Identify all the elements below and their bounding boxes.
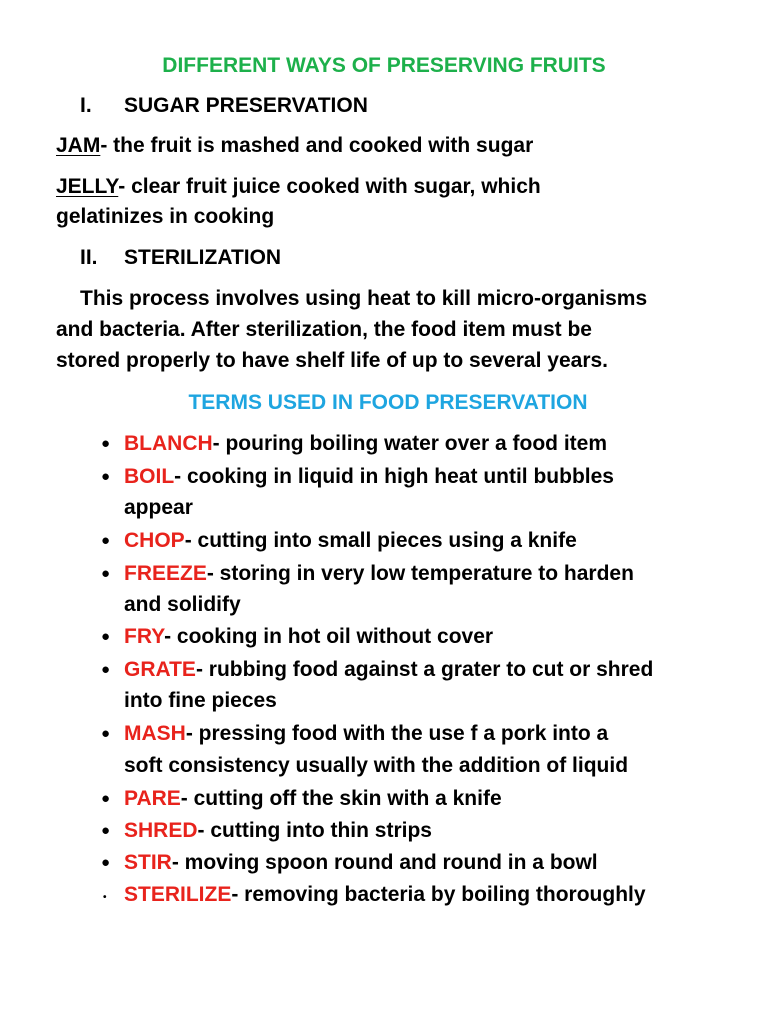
term-label: FRY [124, 625, 165, 648]
jam-definition [56, 135, 533, 156]
small-bullet-icon: • [103, 892, 107, 903]
term-label: BOIL [124, 465, 175, 488]
bullet-icon: ● [101, 468, 111, 485]
term-definition: - cooking in liquid in high heat until bubbles [174, 465, 614, 488]
term-definition-continued: and solidify [124, 593, 241, 616]
term-label: FREEZE [124, 562, 207, 585]
section-subtitle: TERMS USED IN FOOD PRESERVATION [188, 391, 588, 414]
jelly-definition [56, 176, 541, 197]
section-number-1: I. [80, 94, 92, 117]
term-label: STIR [124, 851, 172, 874]
bullet-icon: ● [101, 822, 111, 839]
term-definition: - pouring boiling water over a food item [212, 432, 608, 455]
term-definition: - cooking in hot oil without cover [164, 625, 494, 648]
jam-term: JAM [56, 134, 101, 157]
term-definition: - rubbing food against a grater to cut or shred [195, 658, 654, 681]
term-label: STERILIZE [124, 883, 232, 906]
term-definition-continued: appear [124, 496, 193, 519]
term-label: MASH [124, 722, 186, 745]
list-item [124, 433, 607, 454]
bullet-icon: ● [101, 854, 111, 871]
list-item [124, 626, 493, 647]
bullet-icon: ● [101, 565, 111, 582]
term-definition: - cutting off the skin with a knife [180, 787, 502, 810]
bullet-icon: ● [101, 628, 111, 645]
section-number-2: II. [80, 246, 98, 269]
bullet-icon: ● [101, 725, 111, 742]
paragraph-line: This process involves using heat to kill micro-organisms [80, 287, 648, 310]
term-label: BLANCH [124, 432, 213, 455]
bullet-icon: ● [101, 790, 111, 807]
jelly-term: JELLY [56, 175, 119, 198]
list-item [124, 659, 653, 680]
list-item [124, 563, 634, 584]
list-item [124, 884, 646, 905]
page-title: DIFFERENT WAYS OF PRESERVING FRUITS [162, 54, 606, 77]
list-item [124, 820, 432, 841]
term-definition: - removing bacteria by boiling thoroughly [231, 883, 646, 906]
term-label: PARE [124, 787, 181, 810]
term-definition: - storing in very low temperature to harden [206, 562, 634, 585]
section-heading-sugar-preservation: SUGAR PRESERVATION [124, 94, 368, 117]
jelly-text-continued: gelatinizes in cooking [56, 205, 275, 228]
paragraph-line: and bacteria. After sterilization, the food item must be [56, 318, 592, 341]
term-definition: - cutting into thin strips [197, 819, 432, 842]
jam-text: - the fruit is mashed and cooked with sugar [100, 134, 534, 157]
term-definition-continued: soft consistency usually with the addition of liquid [124, 754, 629, 777]
list-item [124, 466, 614, 487]
list-item [124, 723, 608, 744]
jelly-text: - clear fruit juice cooked with sugar, which [118, 175, 541, 198]
bullet-icon: ● [101, 532, 111, 549]
term-label: GRATE [124, 658, 196, 681]
term-definition: - pressing food with the use f a pork into a [185, 722, 609, 745]
term-label: SHRED [124, 819, 198, 842]
bullet-icon: ● [101, 661, 111, 678]
paragraph-line: stored properly to have shelf life of up to several years. [56, 349, 609, 372]
bullet-icon: ● [101, 435, 111, 452]
list-item [124, 852, 598, 873]
section-heading-sterilization: STERILIZATION [124, 246, 282, 269]
list-item [124, 788, 502, 809]
term-definition: - cutting into small pieces using a knife [184, 529, 577, 552]
term-definition-continued: into fine pieces [124, 689, 277, 712]
term-label: CHOP [124, 529, 185, 552]
list-item [124, 530, 577, 551]
term-definition: - moving spoon round and round in a bowl [171, 851, 598, 874]
